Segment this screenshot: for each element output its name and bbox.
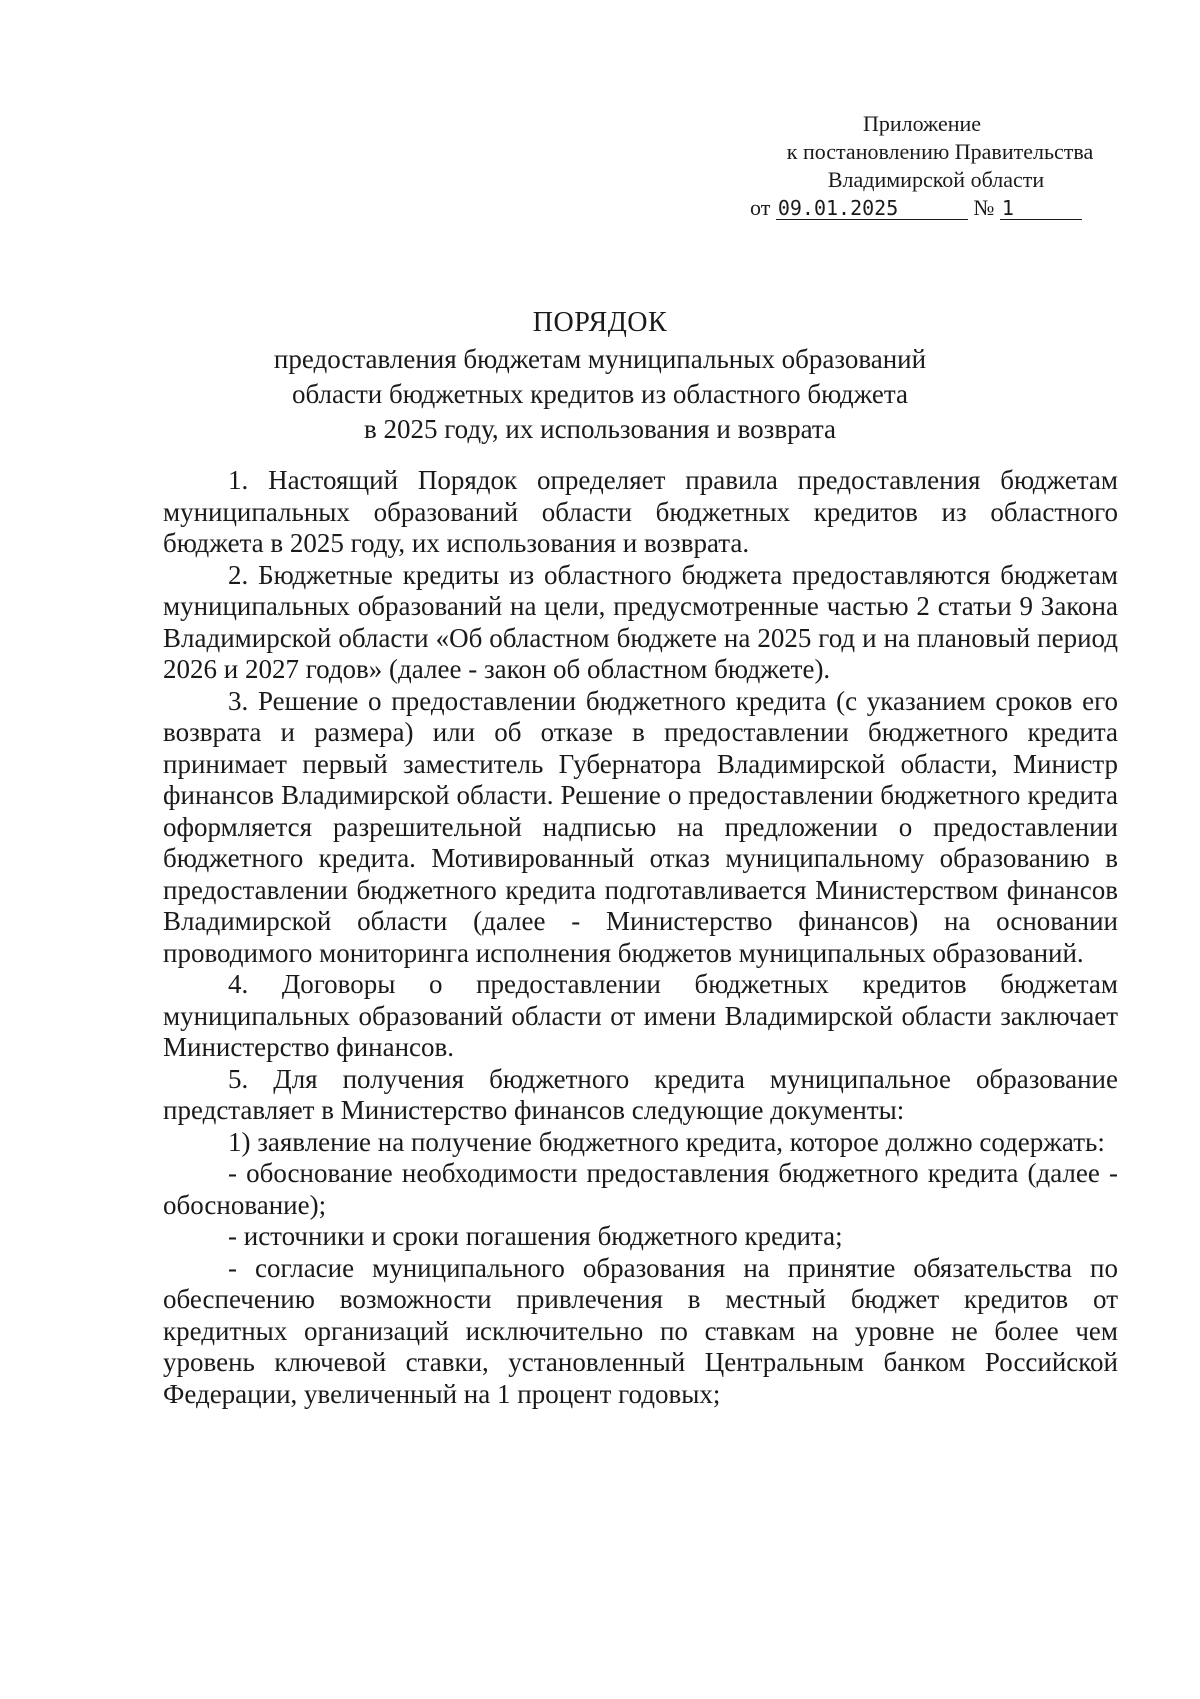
date-prefix: от <box>750 195 771 220</box>
document-body <box>163 465 1118 1410</box>
appendix-header <box>750 110 1120 222</box>
number-prefix: № <box>973 195 995 220</box>
title-line-2: области бюджетных кредитов из областного бюджета <box>291 379 909 409</box>
resolution-date: 09.01.2025 <box>776 197 968 220</box>
paragraph-2: 2. Бюджетные кредиты из областного бюджета предоставляются бюджетам муниципальных образований на цели, предусмотренные частью 2 статьи 9 Закона Владимирской области «Об областном бюджете на 2025 год и на плановый период 2026 и 2027 годов» (далее - закон об областном бюджете). <box>163 559 1118 684</box>
paragraph-5: 5. Для получения бюджетного кредита муниципальное образование представляет в Министерство финансов следующие документы: <box>163 1063 1118 1125</box>
paragraph-4: 4. Договоры о предоставлении бюджетных кредитов бюджетам муниципальных образований области от имени Владимирской области заключает Министерство финансов. <box>163 969 1118 1062</box>
region-name: Владимирской области <box>827 167 1045 192</box>
document-title <box>200 305 1000 447</box>
paragraph-5-dash-1: - обоснование необходимости предоставления бюджетного кредита (далее - обоснование); <box>163 1158 1118 1220</box>
title-line-1: предоставления бюджетам муниципальных образований <box>273 344 927 374</box>
appendix-label: Приложение <box>862 111 982 136</box>
paragraph-5-dash-3: - согласие муниципального образования на принятие обязательства по обеспечению возможности привлечения в местный бюджет кредитов от кредитных организаций исключительно по ставкам на уровне не более чем уровень ключевой ставки, установленный Центральным банком Российской Федерации, увеличенный на 1 процент годовых; <box>163 1252 1118 1409</box>
paragraph-3: 3. Решение о предоставлении бюджетного кредита (с указанием сроков его возврата и размера) или об отказе в предоставлении бюджетного кредита принимает первый заместитель Губернатора Владимирской области, Министр финансов Владимирской области. Решение о предоставлении бюджетного кредита оформляется разрешительной надписью на предложении о предоставлении бюджетного кредита. Мотивированный отказ муниципальному образованию в предоставлении бюджетного кредита подготавливается Министерством финансов Владимирской области (далее - Министерство финансов) на основании проводимого мониторинга исполнения бюджетов муниципальных образований. <box>163 685 1118 968</box>
title-main: ПОРЯДОК <box>532 307 668 338</box>
title-line-3: в 2025 году, их использования и возврата <box>364 414 836 444</box>
resolution-number: 1 <box>1000 197 1082 220</box>
paragraph-5-item-1: 1) заявление на получение бюджетного кредита, которое должно содержать: <box>228 1126 1105 1157</box>
resolution-reference: к постановлению Правительства <box>786 139 1094 164</box>
date-number-line <box>750 194 1120 222</box>
paragraph-1: 1. Настоящий Порядок определяет правила предоставления бюджетам муниципальных образований области бюджетных кредитов из областного бюджета в 2025 году, их использования и возврата. <box>163 465 1118 558</box>
paragraph-5-dash-2: - источники и сроки погашения бюджетного кредита; <box>228 1221 843 1251</box>
